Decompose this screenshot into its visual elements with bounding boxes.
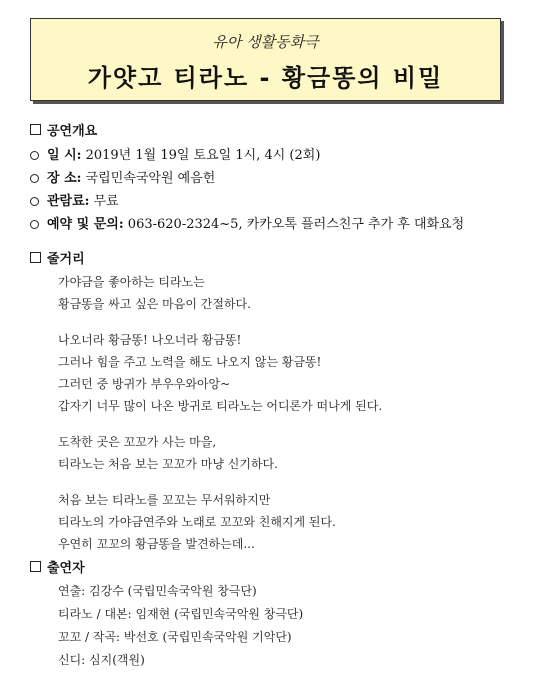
info-label: 일 시: [47,148,82,163]
square-bullet-icon [30,561,41,572]
synopsis-line: 나오너라 황금똥! 나오너라 황금똥! [58,333,242,347]
main-title: 가얏고 티라노 - 황금똥의 비밀 [87,64,444,92]
overview-section [30,120,464,236]
cast-heading [30,557,303,576]
square-bullet-icon [30,124,41,135]
list-item [30,213,464,236]
synopsis-heading [30,248,382,267]
info-value: 2019년 1월 19일 토요일 1시, 4시 (2회) [85,148,321,163]
cast-heading-text: 출연자 [47,561,85,576]
cast-list [58,580,303,672]
synopsis-body [58,271,382,555]
list-item: 신디: 심지(객원) [58,653,145,667]
circle-bullet-icon [30,220,39,229]
square-bullet-icon [30,252,41,263]
info-value: 국립민속국악원 예음헌 [85,171,216,186]
list-item [30,190,464,213]
circle-bullet-icon [30,197,39,206]
synopsis-line: 티라노는 처음 보는 꼬꼬가 마냥 신기하다. [58,457,278,471]
synopsis-line: 황금똥을 싸고 싶은 마음이 간절하다. [58,297,251,311]
synopsis-line: 티라노의 가야금연주와 노래로 꼬꼬와 친해지게 된다. [58,515,336,529]
synopsis-section [30,248,382,555]
info-label: 장 소: [47,171,82,186]
overview-heading-text: 공연개요 [47,124,98,139]
synopsis-line: 가야금을 좋아하는 티라노는 [58,275,205,289]
list-item: 티라노 / 대본: 임재현 (국립민속국악원 창극단) [58,607,304,621]
info-value: 063-620-2324~5, 카카오톡 플러스친구 추가 후 대화요청 [127,217,465,232]
info-value: 무료 [93,194,119,209]
subtitle: 유아 생활동화극 [212,33,319,51]
list-item [30,144,464,167]
list-item: 꼬꼬 / 작곡: 박선호 (국립민속국악원 기악단) [58,630,292,644]
info-label: 예약 및 문의: [47,217,124,232]
synopsis-line: 그러나 힘을 주고 노력을 해도 나오지 않는 황금똥! [58,355,322,369]
info-label: 관람료: [47,194,90,209]
synopsis-line: 우연히 꼬꼬의 황금똥을 발견하는데... [58,537,255,551]
synopsis-line: 갑자기 너무 많이 나온 방귀로 티라노는 어디론가 떠나게 된다. [58,399,383,413]
circle-bullet-icon [30,174,39,183]
synopsis-line: 그러던 중 방귀가 부우우와아앙~ [58,377,231,391]
circle-bullet-icon [30,151,39,160]
list-item [30,167,464,190]
list-item: 연출: 김강수 (국립민속국악원 창극단) [58,584,257,598]
title-box [30,18,501,101]
synopsis-line: 처음 보는 티라노를 꼬꼬는 무서워하지만 [58,493,271,507]
overview-list [30,144,464,236]
cast-section [30,557,303,672]
synopsis-heading-text: 줄거리 [47,252,85,267]
synopsis-line: 도착한 곳은 꼬꼬가 사는 마을, [58,435,217,449]
overview-heading [30,120,464,139]
